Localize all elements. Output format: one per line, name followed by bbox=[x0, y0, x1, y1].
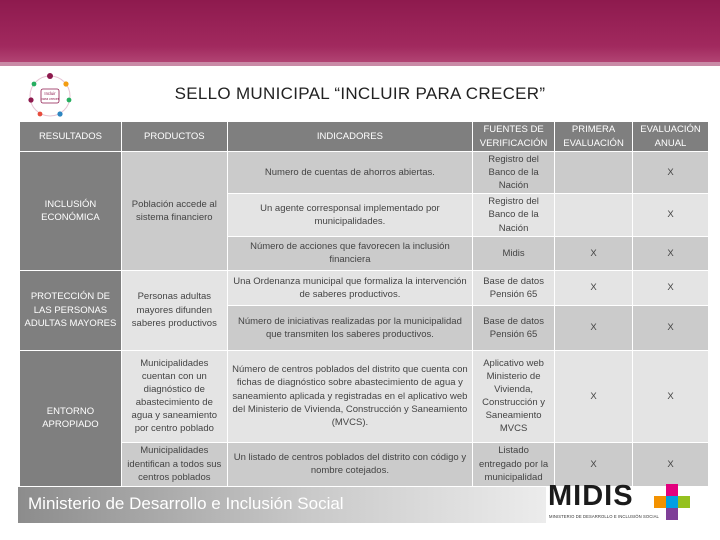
resultado-cell: PROTECCIÓN DE LAS PERSONAS ADULTAS MAYORES bbox=[20, 270, 122, 350]
primera-cell bbox=[555, 152, 633, 194]
midis-subtitle: MINISTERIO DE DESARROLLO E INCLUSIÓN SOCIAL bbox=[549, 514, 659, 519]
logo-dot bbox=[38, 112, 43, 117]
anual-cell: X bbox=[633, 194, 709, 236]
logo-dot bbox=[47, 73, 53, 79]
indicador-cell: Número de centros poblados del distrito que cuenta con fichas de diagnóstico sobre abastecimiento de agua y saneamiento aplicada y registradas en el aplicativo web del Ministerio de Vivienda, Construcción y Saneamiento (MVCS). bbox=[227, 350, 472, 442]
header-stripe bbox=[0, 62, 720, 66]
logo-dot bbox=[63, 81, 68, 86]
producto-cell: Municipalidades identifican a todos sus centros poblados bbox=[121, 442, 227, 486]
midis-logo bbox=[544, 478, 704, 528]
indicador-cell: Número de acciones que favorecen la inclusión financiera bbox=[227, 236, 472, 270]
header-fuentes: FUENTES DE VERIFICACIÓN bbox=[473, 122, 555, 152]
footer-ministry-name: Ministerio de Desarrollo e Inclusión Social bbox=[28, 494, 344, 513]
fuente-cell: Midis bbox=[473, 236, 555, 270]
page-title: SELLO MUNICIPAL “INCLUIR PARA CRECER” bbox=[174, 84, 546, 103]
header-primera: PRIMERA EVALUACIÓN bbox=[555, 122, 633, 152]
header-row bbox=[20, 122, 709, 152]
resultado-cell: ENTORNO APROPIADO bbox=[20, 350, 122, 486]
fuente-cell: Registro del Banco de la Nación bbox=[473, 194, 555, 236]
anual-cell: X bbox=[633, 442, 709, 486]
logo-text-1: Incluir bbox=[44, 91, 56, 96]
midis-wordmark: MIDIS bbox=[548, 480, 634, 512]
logo-dot bbox=[32, 82, 37, 87]
midis-square bbox=[654, 496, 666, 508]
table-row bbox=[20, 350, 709, 442]
logo-dot bbox=[28, 97, 33, 102]
header-indicadores: INDICADORES bbox=[227, 122, 472, 152]
logo-dot bbox=[67, 98, 72, 103]
anual-cell: X bbox=[633, 305, 709, 350]
anual-cell: X bbox=[633, 152, 709, 194]
fuente-cell: Base de datos Pensión 65 bbox=[473, 305, 555, 350]
midis-square bbox=[678, 496, 690, 508]
resultado-cell: INCLUSIÓN ECONÓMICA bbox=[20, 152, 122, 271]
indicador-cell: Una Ordenanza municipal que formaliza la intervención de saberes productivos. bbox=[227, 270, 472, 305]
fuente-cell: Registro del Banco de la Nación bbox=[473, 152, 555, 194]
table-row bbox=[20, 270, 709, 305]
sello-municipal-logo-icon bbox=[22, 68, 78, 124]
midis-square bbox=[666, 508, 678, 520]
header-band bbox=[0, 0, 720, 66]
primera-cell: X bbox=[555, 350, 633, 442]
header-productos: PRODUCTOS bbox=[121, 122, 227, 152]
header-anual: EVALUACIÓN ANUAL bbox=[633, 122, 709, 152]
midis-square bbox=[666, 484, 678, 496]
midis-square bbox=[666, 496, 678, 508]
primera-cell: X bbox=[555, 236, 633, 270]
primera-cell bbox=[555, 194, 633, 236]
indicador-cell: Número de iniciativas realizadas por la municipalidad que transmiten los saberes productivos. bbox=[227, 305, 472, 350]
fuente-cell: Aplicativo web Ministerio de Vivienda, Construcción y Saneamiento MVCS bbox=[473, 350, 555, 442]
primera-cell: X bbox=[555, 305, 633, 350]
fuente-cell: Listado entregado por la municipalidad bbox=[473, 442, 555, 486]
indicador-cell: Numero de cuentas de ahorros abiertas. bbox=[227, 152, 472, 194]
fuente-cell: Base de datos Pensión 65 bbox=[473, 270, 555, 305]
midis-cross-icon bbox=[652, 482, 692, 522]
primera-cell: X bbox=[555, 270, 633, 305]
logo-text-2: para crecer bbox=[40, 97, 60, 101]
anual-cell: X bbox=[633, 236, 709, 270]
producto-cell: Población accede al sistema financiero bbox=[121, 152, 227, 271]
indicador-cell: Un agente corresponsal implementado por municipalidades. bbox=[227, 194, 472, 236]
logo-dot bbox=[57, 111, 62, 116]
producto-cell: Personas adultas mayores difunden saberes productivos bbox=[121, 270, 227, 350]
header-resultados: RESULTADOS bbox=[20, 122, 122, 152]
producto-cell: Municipalidades cuentan con un diagnóstico de abastecimiento de agua y saneamiento por centro poblado bbox=[121, 350, 227, 442]
indicators-table bbox=[19, 121, 709, 487]
indicador-cell: Un listado de centros poblados del distrito con código y nombre cotejados. bbox=[227, 442, 472, 486]
anual-cell: X bbox=[633, 350, 709, 442]
table-row bbox=[20, 152, 709, 194]
anual-cell: X bbox=[633, 270, 709, 305]
primera-cell: X bbox=[555, 442, 633, 486]
